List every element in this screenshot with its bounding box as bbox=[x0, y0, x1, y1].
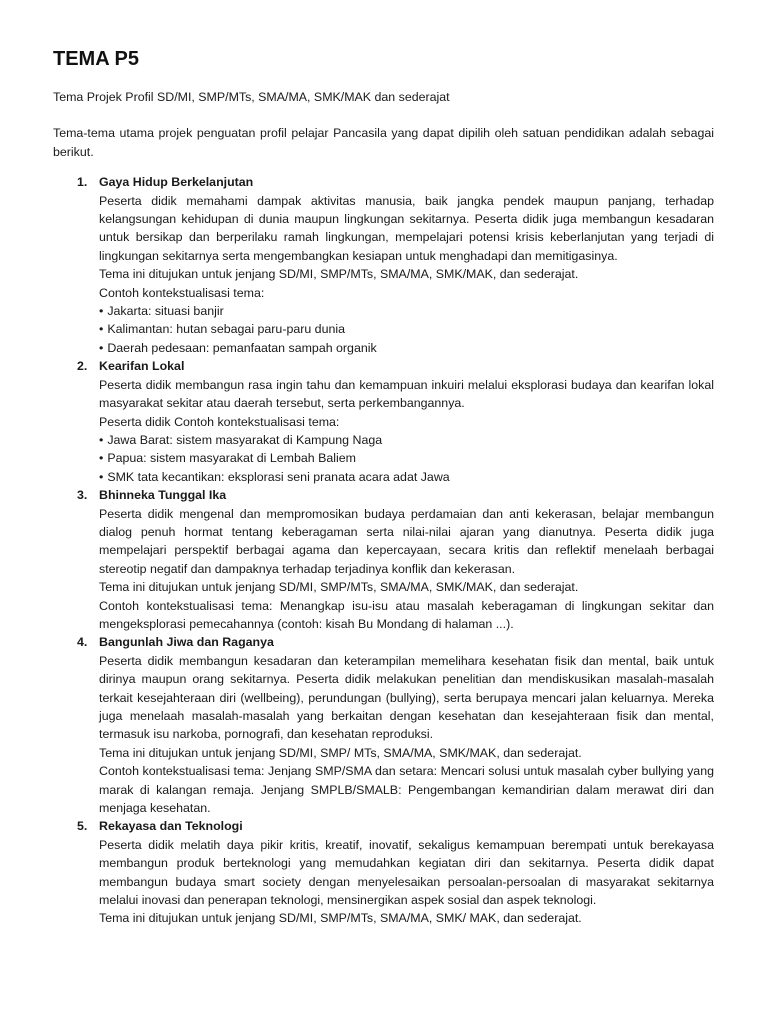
theme-example: • Jakarta: situasi banjir bbox=[99, 302, 714, 320]
theme-context-label: Peserta didik Contoh kontekstualisasi tema: bbox=[99, 414, 340, 429]
theme-title: Bangunlah Jiwa dan Raganya bbox=[99, 635, 274, 650]
theme-example: • Kalimantan: hutan sebagai paru-paru dunia bbox=[99, 320, 714, 338]
theme-title: Kearifan Lokal bbox=[99, 359, 185, 374]
theme-target: Tema ini ditujukan untuk jenjang SD/MI, SMP/MTs, SMA/MA, SMK/MAK, dan sederajat. bbox=[99, 580, 579, 595]
theme-context: Contoh kontekstualisasi tema: Menangkap isu-isu atau masalah keberagaman di lingkungan sekitar dan mengeksplorasi pemecahannya (contoh: kisah Bu Mondang di halaman ...). bbox=[99, 598, 714, 631]
theme-title: Bhinneka Tunggal Ika bbox=[99, 488, 227, 503]
theme-number: 3. bbox=[77, 488, 88, 503]
theme-number: 2. bbox=[77, 359, 88, 374]
theme-description: Peserta didik melatih daya pikir kritis, kreatif, inovatif, sekaligus kemampuan berempati untuk berekayasa membangun produk berteknologi yang memudahkan kegiatan diri dan sekitarnya. Peserta didik dapat membangun budaya smart society dengan menyelesaikan persoalan-persoalan di masyarakat sekitarnya melalui inovasi dan penerapan teknologi, mensinergikan aspek sosial dan aspek teknologi. bbox=[99, 837, 714, 908]
theme-title: Rekayasa dan Teknologi bbox=[99, 819, 243, 834]
theme-item-1 bbox=[53, 173, 714, 357]
intro-paragraph: Tema-tema utama projek penguatan profil pelajar Pancasila yang dapat dipilih oleh satuan pendidikan adalah sebagai berikut. bbox=[53, 126, 714, 159]
theme-number: 4. bbox=[77, 635, 88, 650]
theme-context-label: Contoh kontekstualisasi tema: bbox=[99, 285, 265, 300]
theme-target: Tema ini ditujukan untuk jenjang SD/MI, SMP/MTs, SMA/MA, SMK/ MAK, dan sederajat. bbox=[99, 911, 582, 926]
theme-number: 5. bbox=[77, 819, 88, 834]
page-title: TEMA P5 bbox=[53, 48, 139, 70]
theme-example: • Daerah pedesaan: pemanfaatan sampah organik bbox=[99, 339, 714, 357]
theme-description: Peserta didik memahami dampak aktivitas manusia, baik jangka pendek maupun panjang, terhadap kelangsungan kehidupan di dunia maupun lingkungan sekitarnya. Peserta didik juga membangun kesadaran untuk bersikap dan berperilaku ramah lingkungan, mempelajari potensi krisis keberlanjutan yang terjadi di lingkungan sekitarnya serta mengembangkan kesiapan untuk menghadapi dan memitigasinya. bbox=[99, 193, 714, 263]
theme-example: • Papua: sistem masyarakat di Lembah Baliem bbox=[99, 449, 714, 467]
document-subtitle: Tema Projek Profil SD/MI, SMP/MTs, SMA/MA, SMK/MAK dan sederajat bbox=[53, 90, 450, 104]
theme-example: • Jawa Barat: sistem masyarakat di Kampung Naga bbox=[99, 431, 714, 449]
theme-description: Peserta didik mengenal dan mempromosikan budaya perdamaian dan anti kekerasan, belajar membangun dialog penuh hormat tentang keberagaman serta nilai-nilai ajaran yang dianutnya. Peserta didik juga mempelajari perspektif berbagai agama dan kepercayaan, secara kritis dan reflektif menelaah berbagai stereotip negatif dan dampaknya terhadap terjadinya konflik dan kekerasan. bbox=[99, 506, 714, 576]
theme-target: Tema ini ditujukan untuk jenjang SD/MI, SMP/ MTs, SMA/MA, SMK/MAK, dan sederajat. bbox=[99, 745, 582, 760]
theme-description: Peserta didik membangun rasa ingin tahu dan kemampuan inkuiri melalui eksplorasi budaya dan kearifan lokal masyarakat sekitar atau daerah tersebut, serta perkembangannya. bbox=[99, 377, 714, 411]
theme-item-5 bbox=[53, 817, 714, 927]
theme-list bbox=[53, 173, 714, 928]
document-page bbox=[53, 46, 714, 928]
theme-number: 1. bbox=[77, 175, 88, 190]
theme-example: • SMK tata kecantikan: eksplorasi seni pranata acara adat Jawa bbox=[99, 468, 714, 486]
theme-description: Peserta didik membangun kesadaran dan keterampilan memelihara kesehatan fisik dan mental, baik untuk dirinya maupun orang sekitarnya. Peserta didik melakukan penelitian dan mendiskusikan masalah-masalah terkait kesejahteraan diri (wellbeing), perundungan (bullying), serta berupaya mencari jalan keluarnya. Mereka juga menelaah masalah-masalah yang berkaitan dengan kesehatan dan kesejahteraan fisik dan mental, termasuk isu narkoba, pornografi, dan kesehatan reproduksi. bbox=[99, 653, 714, 742]
theme-item-2 bbox=[53, 357, 714, 486]
theme-item-3 bbox=[53, 486, 714, 633]
theme-title: Gaya Hidup Berkelanjutan bbox=[99, 175, 254, 190]
theme-context: Contoh kontekstualisasi tema: Jenjang SMP/SMA dan setara: Mencari solusi untuk masalah cyber bullying yang marak di kalangan remaja. Jenjang SMPLB/SMALB: Pengembangan kemandirian dalam merawat diri dan menjaga kesehatan. bbox=[99, 764, 714, 816]
theme-target: Tema ini ditujukan untuk jenjang SD/MI, SMP/MTs, SMA/MA, SMK/MAK, dan sederajat. bbox=[99, 267, 579, 282]
theme-item-4 bbox=[53, 633, 714, 817]
